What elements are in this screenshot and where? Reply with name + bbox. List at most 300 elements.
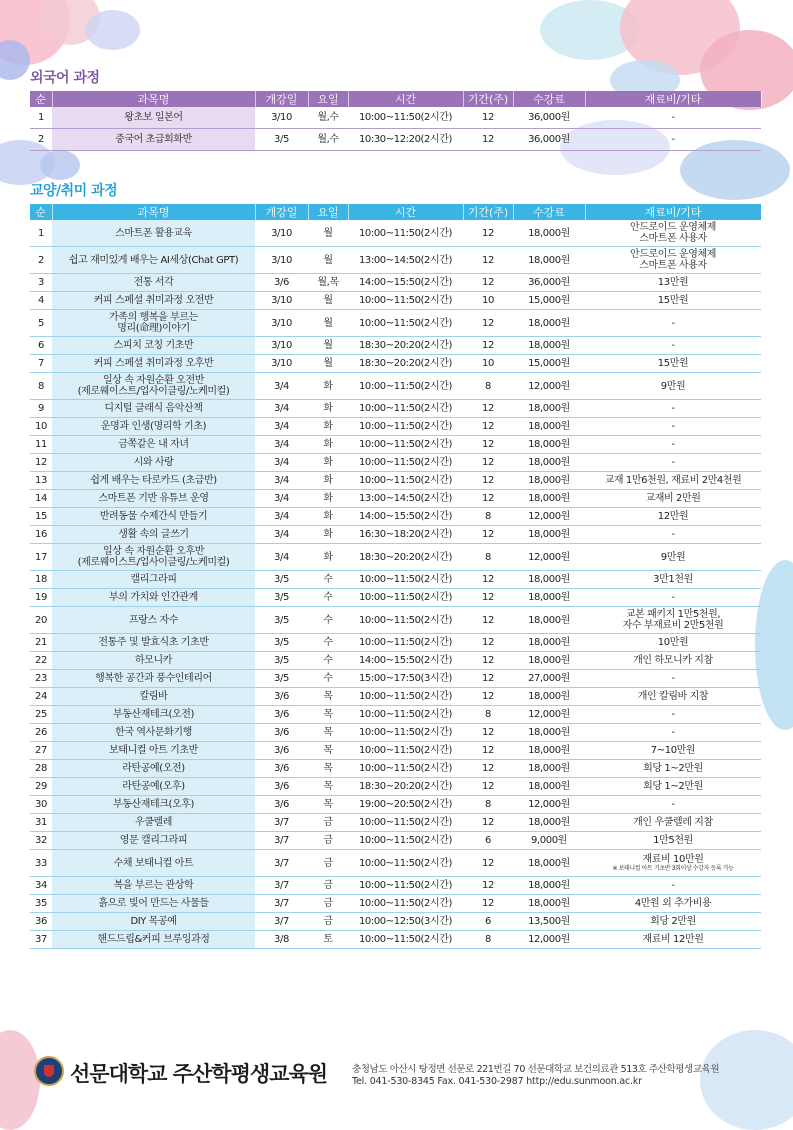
cell-course-name: 라탄공예(오후) bbox=[52, 778, 255, 796]
cell-no: 9 bbox=[30, 400, 52, 418]
cell-start-date: 3/8 bbox=[255, 931, 308, 949]
cell-material-fee: 10만원 bbox=[585, 634, 761, 652]
cell-course-name: 우쿨렐레 bbox=[52, 814, 255, 832]
cell-weeks: 12 bbox=[463, 472, 513, 490]
cell-course-name: 프랑스 자수 bbox=[52, 607, 255, 634]
cell-course-name: 왕초보 일본어 bbox=[52, 107, 255, 129]
cell-no: 28 bbox=[30, 760, 52, 778]
cell-material-fee: 15만원 bbox=[585, 292, 761, 310]
cell-weekday: 화 bbox=[308, 508, 348, 526]
cell-start-date: 3/4 bbox=[255, 454, 308, 472]
cell-start-date: 3/4 bbox=[255, 400, 308, 418]
cell-weekday: 월,수 bbox=[308, 129, 348, 151]
table-row bbox=[30, 688, 761, 706]
cell-time: 10:00~11:50(2시간) bbox=[348, 931, 463, 949]
cell-start-date: 3/7 bbox=[255, 877, 308, 895]
cell-no: 21 bbox=[30, 634, 52, 652]
cell-weekday: 수 bbox=[308, 652, 348, 670]
cell-weekday: 월 bbox=[308, 310, 348, 337]
cell-no: 2 bbox=[30, 129, 52, 151]
cell-material-fee: 회당 2만원 bbox=[585, 913, 761, 931]
cell-fee: 18,000원 bbox=[513, 526, 585, 544]
cell-no: 34 bbox=[30, 877, 52, 895]
table-row bbox=[30, 760, 761, 778]
cell-weeks: 12 bbox=[463, 589, 513, 607]
cell-time: 16:30~18:20(2시간) bbox=[348, 526, 463, 544]
cell-material-fee: - bbox=[585, 337, 761, 355]
cell-time: 10:00~11:50(2시간) bbox=[348, 706, 463, 724]
cell-fee: 18,000원 bbox=[513, 247, 585, 274]
cell-weekday: 월 bbox=[308, 220, 348, 247]
cell-time: 10:00~11:50(2시간) bbox=[348, 877, 463, 895]
column-header-fee: 수강료 bbox=[513, 91, 585, 107]
cell-start-date: 3/7 bbox=[255, 895, 308, 913]
cell-time: 18:30~20:20(2시간) bbox=[348, 355, 463, 373]
cell-weekday: 화 bbox=[308, 418, 348, 436]
cell-no: 20 bbox=[30, 607, 52, 634]
column-header-weekday: 요일 bbox=[308, 204, 348, 220]
cell-no: 1 bbox=[30, 107, 52, 129]
cell-weekday: 목 bbox=[308, 724, 348, 742]
cell-time: 10:00~11:50(2시간) bbox=[348, 373, 463, 400]
table-row bbox=[30, 634, 761, 652]
cell-fee: 36,000원 bbox=[513, 107, 585, 129]
cell-no: 19 bbox=[30, 589, 52, 607]
cell-time: 14:00~15:50(2시간) bbox=[348, 274, 463, 292]
cell-no: 24 bbox=[30, 688, 52, 706]
cell-material-fee: - bbox=[585, 526, 761, 544]
cell-time: 10:00~11:50(2시간) bbox=[348, 895, 463, 913]
cell-weekday: 화 bbox=[308, 544, 348, 571]
table-row bbox=[30, 589, 761, 607]
cell-start-date: 3/10 bbox=[255, 292, 308, 310]
cell-course-name: 금쪽같은 내 자녀 bbox=[52, 436, 255, 454]
cell-fee: 18,000원 bbox=[513, 652, 585, 670]
cell-material-fee: 회당 1~2만원 bbox=[585, 760, 761, 778]
cell-weekday: 수 bbox=[308, 634, 348, 652]
cell-course-name: 전통주 및 발효식초 기초반 bbox=[52, 634, 255, 652]
section-title-culture: 교양/취미 과정 bbox=[30, 183, 118, 199]
table-row bbox=[30, 247, 761, 274]
cell-time: 10:00~11:50(2시간) bbox=[348, 220, 463, 247]
cell-no: 27 bbox=[30, 742, 52, 760]
cell-start-date: 3/4 bbox=[255, 436, 308, 454]
column-header-start-date: 개강일 bbox=[255, 91, 308, 107]
cell-time: 10:30~12:20(2시간) bbox=[348, 129, 463, 151]
cell-course-name: 스피치 코칭 기초반 bbox=[52, 337, 255, 355]
cell-weekday: 토 bbox=[308, 931, 348, 949]
cell-weeks: 12 bbox=[463, 571, 513, 589]
cell-time: 10:00~11:50(2시간) bbox=[348, 310, 463, 337]
cell-weeks: 12 bbox=[463, 454, 513, 472]
cell-material-fee: - bbox=[585, 670, 761, 688]
cell-material-fee: 안드로이드 운영체제 스마트폰 사용자 bbox=[585, 247, 761, 274]
table-row bbox=[30, 778, 761, 796]
cell-material-fee: 15만원 bbox=[585, 355, 761, 373]
cell-weekday: 목 bbox=[308, 742, 348, 760]
table-row bbox=[30, 931, 761, 949]
cell-time: 13:00~14:50(2시간) bbox=[348, 490, 463, 508]
cell-weeks: 12 bbox=[463, 274, 513, 292]
cell-weekday: 월 bbox=[308, 292, 348, 310]
table-row bbox=[30, 292, 761, 310]
cell-fee: 12,000원 bbox=[513, 706, 585, 724]
cell-no: 23 bbox=[30, 670, 52, 688]
cell-weeks: 12 bbox=[463, 418, 513, 436]
cell-start-date: 3/4 bbox=[255, 472, 308, 490]
cell-time: 19:00~20:50(2시간) bbox=[348, 796, 463, 814]
cell-time: 10:00~11:50(2시간) bbox=[348, 418, 463, 436]
cell-start-date: 3/10 bbox=[255, 220, 308, 247]
cell-time: 10:00~11:50(2시간) bbox=[348, 742, 463, 760]
cell-weeks: 8 bbox=[463, 706, 513, 724]
cell-no: 17 bbox=[30, 544, 52, 571]
cell-start-date: 3/4 bbox=[255, 418, 308, 436]
cell-start-date: 3/6 bbox=[255, 760, 308, 778]
cell-fee: 36,000원 bbox=[513, 274, 585, 292]
cell-start-date: 3/5 bbox=[255, 589, 308, 607]
table-row bbox=[30, 418, 761, 436]
cell-fee: 12,000원 bbox=[513, 931, 585, 949]
cell-course-name: 디지털 클래식 음악산책 bbox=[52, 400, 255, 418]
cell-weeks: 12 bbox=[463, 310, 513, 337]
cell-course-name: 보태니컬 아트 기초반 bbox=[52, 742, 255, 760]
cell-time: 10:00~11:50(2시간) bbox=[348, 814, 463, 832]
table-row bbox=[30, 310, 761, 337]
cell-course-name: 한국 역사문화기행 bbox=[52, 724, 255, 742]
cell-weeks: 8 bbox=[463, 544, 513, 571]
table-row bbox=[30, 220, 761, 247]
cell-course-name: 하모니카 bbox=[52, 652, 255, 670]
cell-weeks: 8 bbox=[463, 373, 513, 400]
cell-no: 18 bbox=[30, 571, 52, 589]
cell-material-fee: 개인 칼림바 지참 bbox=[585, 688, 761, 706]
cell-start-date: 3/4 bbox=[255, 544, 308, 571]
column-header-time: 시간 bbox=[348, 91, 463, 107]
cell-time: 10:00~11:50(2시간) bbox=[348, 472, 463, 490]
table-row bbox=[30, 400, 761, 418]
cell-material-fee: 교본 패키지 1만5천원, 자수 부재료비 2만5천원 bbox=[585, 607, 761, 634]
cell-fee: 18,000원 bbox=[513, 814, 585, 832]
institution-contact: Tel. 041-530-8345 Fax. 041-530-2987 http://edu.sunmoon.ac.kr bbox=[352, 1076, 642, 1087]
cell-fee: 15,000원 bbox=[513, 355, 585, 373]
cell-course-name: 캘리그라피 bbox=[52, 571, 255, 589]
cell-course-name: 쉽고 재미있게 배우는 AI세상(Chat GPT) bbox=[52, 247, 255, 274]
cell-start-date: 3/4 bbox=[255, 508, 308, 526]
cell-material-fee: - bbox=[585, 107, 761, 129]
cell-course-name: DIY 목공예 bbox=[52, 913, 255, 931]
cell-course-name: 생활 속의 글쓰기 bbox=[52, 526, 255, 544]
cell-no: 37 bbox=[30, 931, 52, 949]
cell-material-fee: 13만원 bbox=[585, 274, 761, 292]
cell-weekday: 수 bbox=[308, 670, 348, 688]
cell-material-fee: 9만원 bbox=[585, 373, 761, 400]
cell-material-fee: 12만원 bbox=[585, 508, 761, 526]
cell-time: 10:00~11:50(2시간) bbox=[348, 107, 463, 129]
cell-material-fee: - bbox=[585, 454, 761, 472]
table-row bbox=[30, 436, 761, 454]
cell-fee: 18,000원 bbox=[513, 589, 585, 607]
cell-weeks: 12 bbox=[463, 400, 513, 418]
cell-weeks: 12 bbox=[463, 490, 513, 508]
cell-weekday: 금 bbox=[308, 814, 348, 832]
cell-no: 7 bbox=[30, 355, 52, 373]
cell-fee: 18,000원 bbox=[513, 688, 585, 706]
cell-fee: 12,000원 bbox=[513, 544, 585, 571]
cell-start-date: 3/10 bbox=[255, 247, 308, 274]
table-row bbox=[30, 877, 761, 895]
table-row bbox=[30, 508, 761, 526]
table-header-row bbox=[30, 91, 761, 107]
cell-no: 25 bbox=[30, 706, 52, 724]
column-header-no: 순 bbox=[30, 204, 52, 220]
column-header-weeks: 기간(주) bbox=[463, 204, 513, 220]
table-row bbox=[30, 107, 761, 129]
cell-course-name: 영문 캘리그라피 bbox=[52, 832, 255, 850]
cell-material-fee: 회당 1~2만원 bbox=[585, 778, 761, 796]
cell-weeks: 12 bbox=[463, 778, 513, 796]
cell-course-name: 핸드드립&커피 브루잉과정 bbox=[52, 931, 255, 949]
cell-fee: 18,000원 bbox=[513, 337, 585, 355]
cell-course-name: 칼림바 bbox=[52, 688, 255, 706]
cell-material-fee: 1만5천원 bbox=[585, 832, 761, 850]
column-header-material-fee: 재료비/기타 bbox=[585, 91, 761, 107]
cell-no: 33 bbox=[30, 850, 52, 877]
institution-name: 선문대학교 주산학평생교육원 bbox=[70, 1062, 328, 1086]
cell-start-date: 3/5 bbox=[255, 652, 308, 670]
table-row bbox=[30, 571, 761, 589]
university-seal-icon bbox=[34, 1056, 64, 1086]
cell-course-name: 커피 스페셜 취미과정 오후반 bbox=[52, 355, 255, 373]
cell-time: 15:00~17:50(3시간) bbox=[348, 670, 463, 688]
cell-weeks: 12 bbox=[463, 526, 513, 544]
column-header-course-name: 과목명 bbox=[52, 91, 255, 107]
cell-fee: 18,000원 bbox=[513, 472, 585, 490]
cell-time: 10:00~11:50(2시간) bbox=[348, 688, 463, 706]
cell-material-fee: 재료비 12만원 bbox=[585, 931, 761, 949]
cell-weeks: 12 bbox=[463, 107, 513, 129]
cell-fee: 12,000원 bbox=[513, 796, 585, 814]
cell-fee: 13,500원 bbox=[513, 913, 585, 931]
cell-start-date: 3/7 bbox=[255, 850, 308, 877]
cell-fee: 18,000원 bbox=[513, 607, 585, 634]
cell-material-fee: - bbox=[585, 877, 761, 895]
table-row bbox=[30, 607, 761, 634]
cell-weeks: 12 bbox=[463, 724, 513, 742]
cell-weekday: 수 bbox=[308, 571, 348, 589]
cell-no: 35 bbox=[30, 895, 52, 913]
cell-time: 18:30~20:20(2시간) bbox=[348, 337, 463, 355]
cell-weeks: 12 bbox=[463, 652, 513, 670]
cell-no: 32 bbox=[30, 832, 52, 850]
table-row bbox=[30, 796, 761, 814]
cell-weeks: 8 bbox=[463, 796, 513, 814]
section-title-foreign: 외국어 과정 bbox=[30, 70, 100, 86]
cell-time: 10:00~11:50(2시간) bbox=[348, 760, 463, 778]
cell-weekday: 월,수 bbox=[308, 107, 348, 129]
cell-weeks: 12 bbox=[463, 742, 513, 760]
cell-no: 1 bbox=[30, 220, 52, 247]
cell-material-fee: - bbox=[585, 436, 761, 454]
cell-time: 18:30~20:20(2시간) bbox=[348, 778, 463, 796]
cell-time: 13:00~14:50(2시간) bbox=[348, 247, 463, 274]
cell-start-date: 3/10 bbox=[255, 355, 308, 373]
column-header-material-fee: 재료비/기타 bbox=[585, 204, 761, 220]
cell-fee: 9,000원 bbox=[513, 832, 585, 850]
cell-weeks: 12 bbox=[463, 670, 513, 688]
foreign-course-table bbox=[30, 91, 762, 151]
column-header-fee: 수강료 bbox=[513, 204, 585, 220]
cell-fee: 18,000원 bbox=[513, 895, 585, 913]
cell-start-date: 3/6 bbox=[255, 274, 308, 292]
column-header-no: 순 bbox=[30, 91, 52, 107]
cell-weekday: 화 bbox=[308, 400, 348, 418]
cell-time: 14:00~15:50(2시간) bbox=[348, 508, 463, 526]
cell-weekday: 수 bbox=[308, 607, 348, 634]
cell-start-date: 3/6 bbox=[255, 742, 308, 760]
cell-no: 30 bbox=[30, 796, 52, 814]
cell-course-name: 커피 스페셜 취미과정 오전반 bbox=[52, 292, 255, 310]
cell-course-name: 부동산재테크(오후) bbox=[52, 796, 255, 814]
cell-start-date: 3/6 bbox=[255, 778, 308, 796]
cell-material-fee: - bbox=[585, 310, 761, 337]
cell-start-date: 3/5 bbox=[255, 634, 308, 652]
cell-start-date: 3/5 bbox=[255, 670, 308, 688]
cell-material-fee: - bbox=[585, 418, 761, 436]
cell-no: 6 bbox=[30, 337, 52, 355]
cell-weekday: 월 bbox=[308, 355, 348, 373]
cell-weekday: 금 bbox=[308, 832, 348, 850]
cell-time: 10:00~11:50(2시간) bbox=[348, 850, 463, 877]
column-header-weeks: 기간(주) bbox=[463, 91, 513, 107]
cell-material-fee: 재료비 10만원 ※ 보태니컬 아트 기초반 3회이상 수강자 등록 가능 bbox=[585, 850, 761, 877]
cell-weekday: 목 bbox=[308, 796, 348, 814]
cell-fee: 18,000원 bbox=[513, 436, 585, 454]
cell-weeks: 12 bbox=[463, 337, 513, 355]
cell-material-fee: - bbox=[585, 724, 761, 742]
cell-material-fee: 개인 우쿨렐레 지참 bbox=[585, 814, 761, 832]
cell-start-date: 3/10 bbox=[255, 107, 308, 129]
table-row bbox=[30, 355, 761, 373]
cell-course-name: 행복한 공간과 풍수인테리어 bbox=[52, 670, 255, 688]
cell-weekday: 화 bbox=[308, 472, 348, 490]
cell-no: 10 bbox=[30, 418, 52, 436]
cell-start-date: 3/7 bbox=[255, 913, 308, 931]
cell-no: 13 bbox=[30, 472, 52, 490]
cell-fee: 18,000원 bbox=[513, 877, 585, 895]
cell-weeks: 8 bbox=[463, 931, 513, 949]
culture-course-table bbox=[30, 204, 762, 949]
cell-start-date: 3/4 bbox=[255, 526, 308, 544]
cell-course-name: 일상 속 자원순환 오후반 (제로웨이스트/업사이클링/노케미컬) bbox=[52, 544, 255, 571]
cell-fee: 18,000원 bbox=[513, 220, 585, 247]
cell-course-name: 스마트폰 활용교육 bbox=[52, 220, 255, 247]
cell-course-name: 쉽게 배우는 타로카드 (초급반) bbox=[52, 472, 255, 490]
table-row bbox=[30, 706, 761, 724]
cell-course-name: 스마트폰 기반 유튜브 운영 bbox=[52, 490, 255, 508]
cell-start-date: 3/10 bbox=[255, 310, 308, 337]
cell-start-date: 3/6 bbox=[255, 724, 308, 742]
cell-fee: 18,000원 bbox=[513, 742, 585, 760]
cell-weeks: 12 bbox=[463, 877, 513, 895]
cell-no: 12 bbox=[30, 454, 52, 472]
cell-material-fee: 교재 1만6천원, 재료비 2만4천원 bbox=[585, 472, 761, 490]
cell-weeks: 6 bbox=[463, 832, 513, 850]
cell-fee: 18,000원 bbox=[513, 400, 585, 418]
cell-weekday: 화 bbox=[308, 490, 348, 508]
cell-weekday: 금 bbox=[308, 895, 348, 913]
cell-fee: 18,000원 bbox=[513, 490, 585, 508]
cell-time: 14:00~15:50(2시간) bbox=[348, 652, 463, 670]
cell-weekday: 목 bbox=[308, 706, 348, 724]
column-header-time: 시간 bbox=[348, 204, 463, 220]
cell-weekday: 월 bbox=[308, 337, 348, 355]
cell-weekday: 목 bbox=[308, 688, 348, 706]
cell-no: 15 bbox=[30, 508, 52, 526]
cell-time: 10:00~11:50(2시간) bbox=[348, 724, 463, 742]
table-row bbox=[30, 454, 761, 472]
cell-material-fee: 개인 하모니카 지참 bbox=[585, 652, 761, 670]
institution-address: 충청남도 아산시 탕정면 선문로 221번길 70 선문대학교 보건의료관 513호 주산학평생교육원 bbox=[352, 1064, 720, 1075]
cell-no: 16 bbox=[30, 526, 52, 544]
cell-no: 29 bbox=[30, 778, 52, 796]
table-row bbox=[30, 913, 761, 931]
cell-weekday: 금 bbox=[308, 877, 348, 895]
cell-fee: 18,000원 bbox=[513, 418, 585, 436]
cell-material-fee: - bbox=[585, 796, 761, 814]
cell-no: 8 bbox=[30, 373, 52, 400]
cell-weekday: 화 bbox=[308, 436, 348, 454]
cell-weekday: 화 bbox=[308, 373, 348, 400]
cell-start-date: 3/7 bbox=[255, 832, 308, 850]
table-row bbox=[30, 544, 761, 571]
column-header-start-date: 개강일 bbox=[255, 204, 308, 220]
cell-start-date: 3/6 bbox=[255, 688, 308, 706]
cell-no: 14 bbox=[30, 490, 52, 508]
cell-material-fee: 교재비 2만원 bbox=[585, 490, 761, 508]
cell-material-fee: 9만원 bbox=[585, 544, 761, 571]
cell-time: 10:00~11:50(2시간) bbox=[348, 634, 463, 652]
cell-course-name: 부동산재테크(오전) bbox=[52, 706, 255, 724]
cell-no: 22 bbox=[30, 652, 52, 670]
cell-fee: 18,000원 bbox=[513, 724, 585, 742]
cell-start-date: 3/10 bbox=[255, 337, 308, 355]
eligibility-note: ※ 보태니컬 아트 기초반 3회이상 수강자 등록 가능 bbox=[612, 865, 734, 872]
cell-course-name: 운명과 인생(명리학 기초) bbox=[52, 418, 255, 436]
cell-course-name: 반려동물 수제간식 만들기 bbox=[52, 508, 255, 526]
cell-fee: 18,000원 bbox=[513, 850, 585, 877]
cell-weeks: 8 bbox=[463, 508, 513, 526]
cell-material-fee: - bbox=[585, 589, 761, 607]
cell-weekday: 화 bbox=[308, 454, 348, 472]
cell-weeks: 12 bbox=[463, 220, 513, 247]
table-row bbox=[30, 895, 761, 913]
table-row bbox=[30, 814, 761, 832]
cell-time: 18:30~20:20(2시간) bbox=[348, 544, 463, 571]
cell-no: 2 bbox=[30, 247, 52, 274]
cell-weekday: 수 bbox=[308, 589, 348, 607]
cell-fee: 15,000원 bbox=[513, 292, 585, 310]
cell-time: 10:00~11:50(2시간) bbox=[348, 571, 463, 589]
cell-course-name: 복을 부르는 관상학 bbox=[52, 877, 255, 895]
cell-start-date: 3/5 bbox=[255, 607, 308, 634]
table-row bbox=[30, 652, 761, 670]
table-row bbox=[30, 373, 761, 400]
cell-weekday: 목 bbox=[308, 778, 348, 796]
cell-weeks: 12 bbox=[463, 607, 513, 634]
cell-start-date: 3/7 bbox=[255, 814, 308, 832]
cell-no: 11 bbox=[30, 436, 52, 454]
